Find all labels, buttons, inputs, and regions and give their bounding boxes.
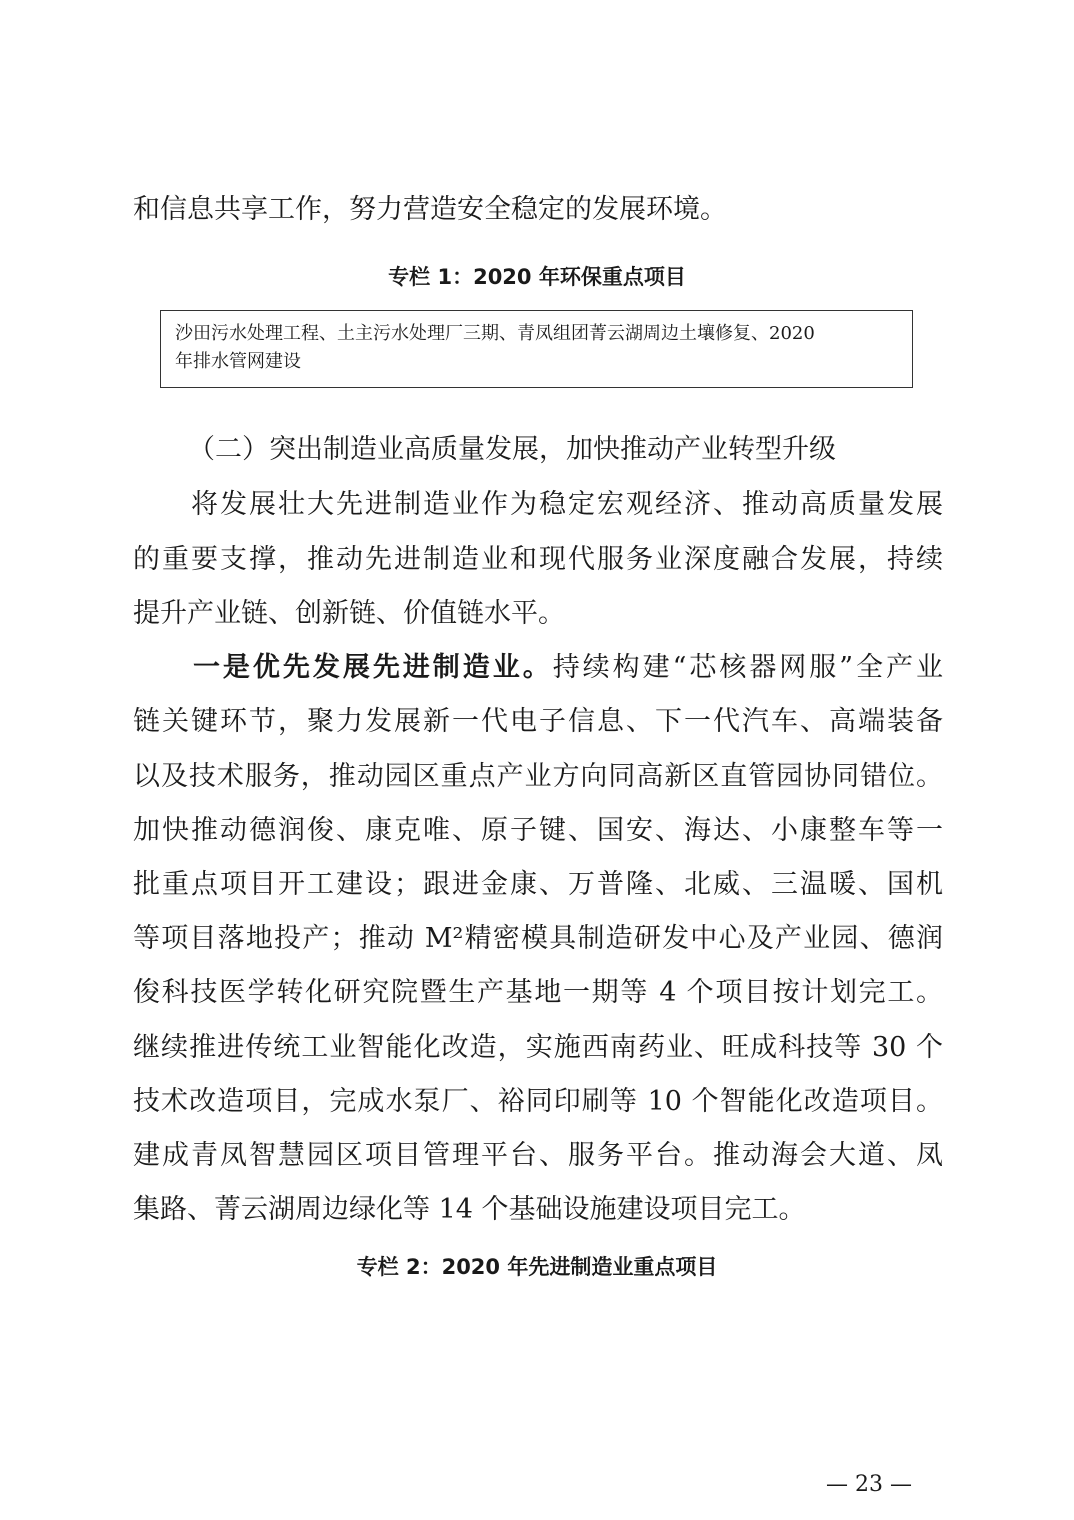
para2-line: 加快推动德润俊、康克唯、原子键、国安、海达、小康整车等一: [133, 815, 943, 846]
section-heading: （二）突出制造业高质量发展，加快推动产业转型升级: [188, 434, 836, 465]
para2-line: 继续推进传统工业智能化改造，实施西南药业、旺成科技等 30 个: [133, 1032, 943, 1063]
para2-line: 建成青凤智慧园区项目管理平台、服务平台。推动海会大道、凤: [133, 1140, 943, 1171]
box1-title: 专栏 1：2020 年环保重点项目: [388, 265, 686, 289]
para1-line: 提升产业链、创新链、价值链水平。: [133, 598, 565, 629]
box1-line: 沙田污水处理工程、土主污水处理厂三期、青凤组团菁云湖周边土壤修复、2020: [175, 323, 815, 344]
para2-line: 等项目落地投产；推动 M²精密模具制造研发中心及产业园、德润: [133, 923, 943, 954]
para2-line: 技术改造项目，完成水泵厂、裕同印刷等 10 个智能化改造项目。: [133, 1086, 943, 1117]
box2-title: 专栏 2：2020 年先进制造业重点项目: [356, 1255, 718, 1279]
para2-line: 链关键环节，聚力发展新一代电子信息、下一代汽车、高端装备: [133, 706, 943, 737]
para2-first-rest: 持续构建“芯核器网服”全产业: [552, 652, 944, 683]
para1-line: 的重要支撑，推动先进制造业和现代服务业深度融合发展，持续: [133, 544, 943, 575]
intro-line: 和信息共享工作，努力营造安全稳定的发展环境。: [133, 194, 727, 225]
para1-line: 将发展壮大先进制造业作为稳定宏观经济、推动高质量发展: [133, 489, 943, 520]
page-number: — 23 —: [826, 1472, 912, 1497]
box1-container: [160, 310, 913, 388]
para2-lead: 一是优先发展先进制造业。: [133, 652, 553, 683]
para2-line: 以及技术服务，推动园区重点产业方向同高新区直管园协同错位。: [133, 761, 943, 792]
para2-line: [133, 650, 943, 686]
para2-line: 集路、菁云湖周边绿化等 14 个基础设施建设项目完工。: [133, 1194, 806, 1225]
para2-line: 批重点项目开工建设；跟进金康、万普隆、北威、三温暖、国机: [133, 869, 943, 900]
box1-line: 年排水管网建设: [175, 351, 301, 372]
para2-line: 俊科技医学转化研究院暨生产基地一期等 4 个项目按计划完工。: [133, 977, 943, 1008]
